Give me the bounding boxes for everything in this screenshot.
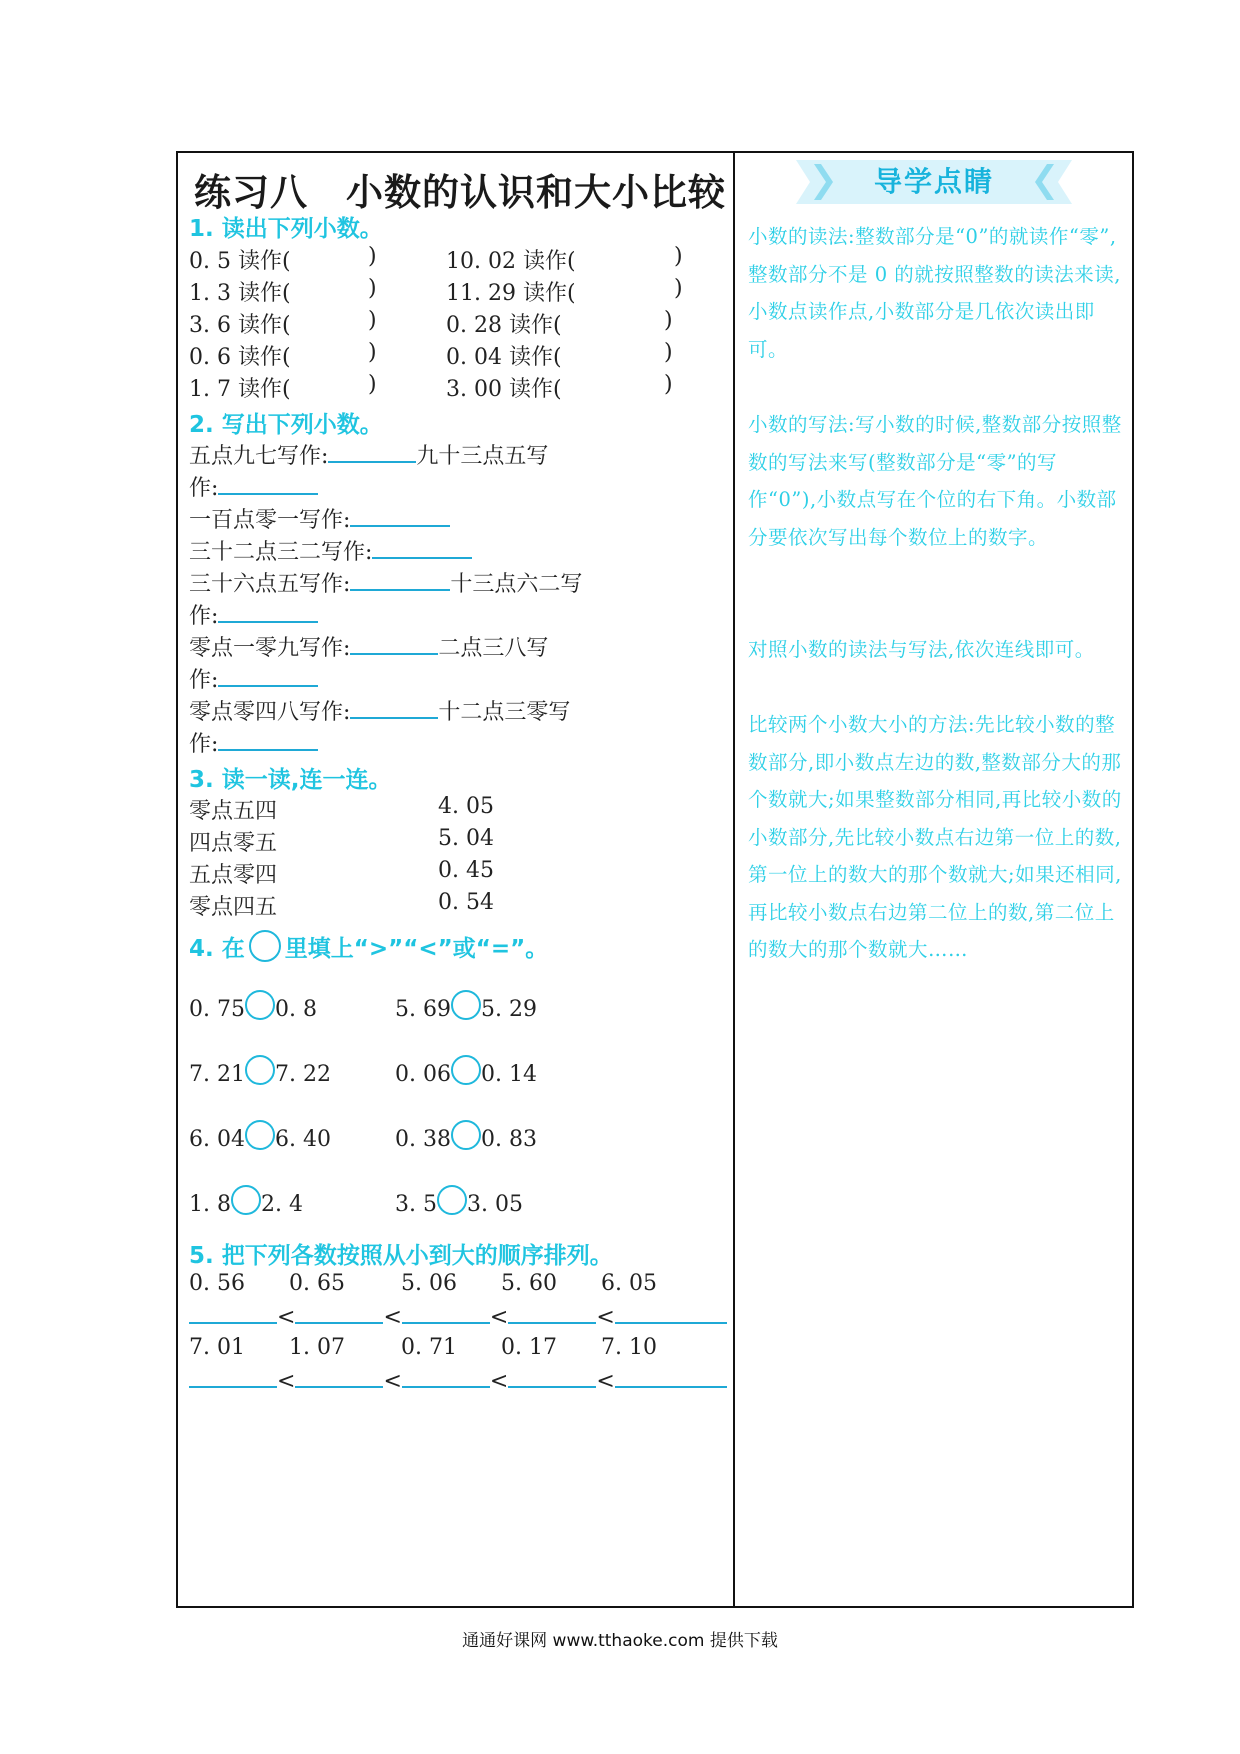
answer-blank[interactable] bbox=[218, 601, 318, 623]
answer-blank[interactable] bbox=[402, 1302, 490, 1324]
match-right[interactable]: 4. 05 bbox=[438, 794, 494, 819]
answer-blank[interactable] bbox=[218, 473, 318, 495]
write-item: 作: bbox=[189, 471, 318, 502]
read-item: 0. 28 读作( bbox=[446, 313, 562, 338]
match-left[interactable]: 零点四五 bbox=[189, 895, 278, 920]
write-item: 五点九七写作: 九十三点五写 bbox=[189, 439, 548, 470]
compare-circle[interactable] bbox=[245, 1120, 275, 1150]
compare-circle[interactable] bbox=[231, 1185, 261, 1215]
write-item: 作: bbox=[189, 663, 318, 694]
compare-item: 7. 21 7. 22 bbox=[189, 1055, 331, 1087]
answer-blank[interactable] bbox=[350, 633, 438, 655]
answer-blank[interactable] bbox=[508, 1366, 596, 1388]
write-item: 零点零四八写作: 十二点三零写 bbox=[189, 695, 570, 726]
read-item: 1. 7 读作( bbox=[189, 377, 291, 402]
read-item: 3. 6 读作( bbox=[189, 313, 291, 338]
order-number: 0. 71 bbox=[401, 1335, 457, 1360]
read-item: 10. 02 读作( bbox=[446, 249, 576, 274]
read-item-close: ) bbox=[664, 372, 673, 397]
write-item: 作: bbox=[189, 727, 318, 758]
compare-item: 0. 38 0. 83 bbox=[395, 1120, 537, 1152]
answer-blank[interactable] bbox=[402, 1366, 490, 1388]
order-number: 6. 05 bbox=[601, 1271, 657, 1296]
read-item: 3. 00 读作( bbox=[446, 377, 562, 402]
answer-blank[interactable] bbox=[218, 729, 318, 751]
order-number: 0. 56 bbox=[189, 1271, 245, 1296]
write-item: 作: bbox=[189, 599, 318, 630]
compare-circle[interactable] bbox=[437, 1185, 467, 1215]
order-number: 5. 60 bbox=[501, 1271, 557, 1296]
match-left[interactable]: 五点零四 bbox=[189, 863, 278, 888]
read-item-close: ) bbox=[368, 244, 377, 269]
order-number: 5. 06 bbox=[401, 1271, 457, 1296]
compare-item: 3. 5 3. 05 bbox=[395, 1185, 523, 1217]
order-number: 7. 10 bbox=[601, 1335, 657, 1360]
match-right[interactable]: 0. 45 bbox=[438, 858, 494, 883]
read-item: 0. 5 读作( bbox=[189, 249, 291, 274]
compare-circle[interactable] bbox=[451, 990, 481, 1020]
column-divider bbox=[733, 151, 735, 1608]
section5-heading: 5. 把下列各数按照从小到大的顺序排列。 bbox=[189, 1243, 613, 1269]
order-answer-row: < < < < bbox=[189, 1302, 727, 1330]
read-item-close: ) bbox=[664, 340, 673, 365]
read-item: 0. 04 读作( bbox=[446, 345, 562, 370]
banner-title: 导学点睛 bbox=[873, 165, 994, 198]
answer-blank[interactable] bbox=[189, 1302, 277, 1324]
answer-blank[interactable] bbox=[372, 537, 472, 559]
read-item-close: ) bbox=[368, 308, 377, 333]
compare-item: 1. 8 2. 4 bbox=[189, 1185, 303, 1217]
order-number: 0. 17 bbox=[501, 1335, 557, 1360]
guide-comparing: 比较两个小数大小的方法:先比较小数的整数部分,即小数点左边的数,整数部分大的那个数就大;如果整数部分相同,再比较小数的小数部分,先比较小数点右边第一位上的数,第一位上的数大的那个数就大;如果还相同,再比较小数点右边第二位上的数,第二位上的数大的那个数就大…… bbox=[748, 713, 1122, 961]
answer-blank[interactable] bbox=[350, 569, 450, 591]
read-item: 11. 29 读作( bbox=[446, 281, 576, 306]
read-item-close: ) bbox=[368, 340, 377, 365]
compare-item: 5. 69 5. 29 bbox=[395, 990, 537, 1022]
footer-credit: 通通好课网 www.tthaoke.com 提供下载 bbox=[462, 1631, 778, 1651]
section2-heading: 2. 写出下列小数。 bbox=[189, 412, 383, 438]
compare-circle[interactable] bbox=[451, 1120, 481, 1150]
page-title: 练习八 小数的认识和大小比较 bbox=[194, 171, 726, 214]
compare-item: 0. 75 0. 8 bbox=[189, 990, 317, 1022]
read-item-close: ) bbox=[674, 276, 683, 301]
answer-blank[interactable] bbox=[295, 1302, 383, 1324]
order-number: 7. 01 bbox=[189, 1335, 245, 1360]
answer-blank[interactable] bbox=[615, 1302, 727, 1324]
write-item: 三十六点五写作: 十三点六二写 bbox=[189, 567, 582, 598]
guide-matching: 对照小数的读法与写法,依次连线即可。 bbox=[748, 638, 1095, 661]
compare-item: 6. 04 6. 40 bbox=[189, 1120, 331, 1152]
write-item: 三十二点三二写作: bbox=[189, 535, 472, 566]
compare-circle[interactable] bbox=[245, 1055, 275, 1085]
compare-circle[interactable] bbox=[451, 1055, 481, 1085]
answer-blank[interactable] bbox=[615, 1366, 727, 1388]
answer-blank[interactable] bbox=[189, 1366, 277, 1388]
write-item: 一百点零一写作: bbox=[189, 503, 450, 534]
answer-blank[interactable] bbox=[350, 505, 450, 527]
read-item: 1. 3 读作( bbox=[189, 281, 291, 306]
section3-heading: 3. 读一读,连一连。 bbox=[189, 767, 392, 793]
answer-blank[interactable] bbox=[295, 1366, 383, 1388]
guide-reading: 小数的读法:整数部分是“0”的就读作“零”,整数部分不是 0 的就按照整数的读法来读,小数点读作点,小数部分是几依次读出即可。 bbox=[748, 225, 1122, 361]
compare-circle[interactable] bbox=[245, 990, 275, 1020]
section4-heading: 4. 在 里填上“>”“<”或“=”。 bbox=[189, 930, 548, 963]
order-number: 1. 07 bbox=[289, 1335, 345, 1360]
guide-writing: 小数的写法:写小数的时候,整数部分按照整数的写法来写(整数部分是“零”的写作“0”),小数点写在个位的右下角。小数部分要依次写出每个数位上的数字。 bbox=[748, 413, 1122, 549]
compare-item: 0. 06 0. 14 bbox=[395, 1055, 537, 1087]
match-left[interactable]: 零点五四 bbox=[189, 799, 278, 824]
write-item: 零点一零九写作: 二点三八写 bbox=[189, 631, 548, 662]
match-right[interactable]: 5. 04 bbox=[438, 826, 494, 851]
read-item-close: ) bbox=[674, 244, 683, 269]
order-answer-row: < < < < bbox=[189, 1366, 727, 1394]
section1-heading: 1. 读出下列小数。 bbox=[189, 216, 383, 242]
read-item-close: ) bbox=[368, 372, 377, 397]
read-item-close: ) bbox=[368, 276, 377, 301]
read-item: 0. 6 读作( bbox=[189, 345, 291, 370]
answer-blank[interactable] bbox=[508, 1302, 596, 1324]
answer-blank[interactable] bbox=[350, 697, 438, 719]
match-left[interactable]: 四点零五 bbox=[189, 831, 278, 856]
read-item-close: ) bbox=[664, 308, 673, 333]
order-number: 0. 65 bbox=[289, 1271, 345, 1296]
match-right[interactable]: 0. 54 bbox=[438, 890, 494, 915]
answer-blank[interactable] bbox=[328, 441, 416, 463]
answer-blank[interactable] bbox=[218, 665, 318, 687]
circle-icon bbox=[249, 930, 281, 962]
